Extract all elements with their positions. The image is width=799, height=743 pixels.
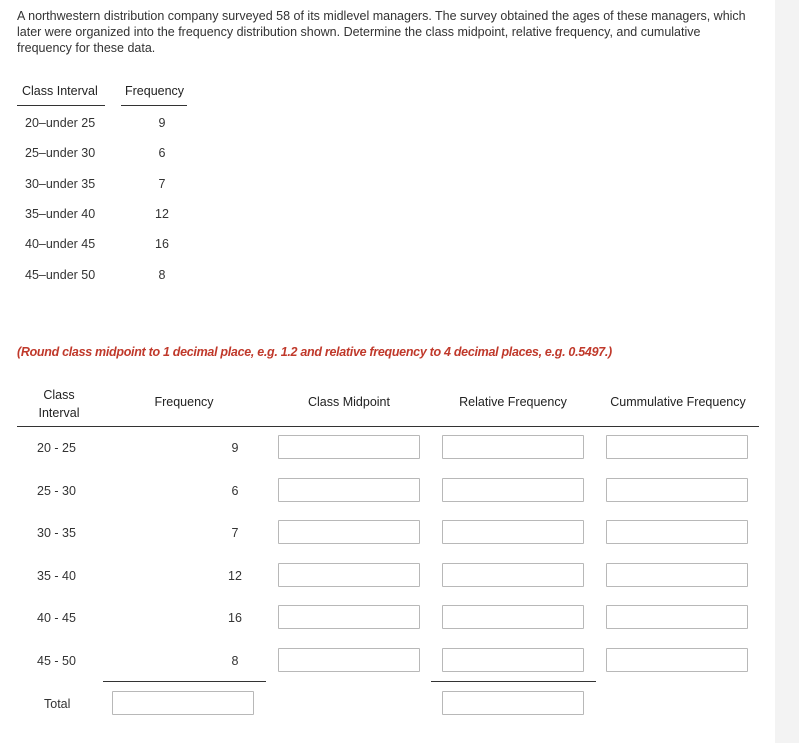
cumulative-frequency-input[interactable] (606, 605, 748, 629)
table-row-frequency: 6 (158, 146, 166, 160)
class-midpoint-input[interactable] (278, 563, 420, 587)
table-row-frequency: 9 (158, 116, 166, 130)
cumulative-frequency-input[interactable] (606, 563, 748, 587)
table-row-frequency: 16 (155, 237, 169, 251)
table-row-interval: 30–under 35 (25, 177, 96, 191)
table-row-interval: 35 - 40 (37, 569, 76, 583)
class-midpoint-input[interactable] (278, 520, 420, 544)
class-interval-header: Class Interval (22, 84, 98, 98)
table-row-frequency: 6 (231, 484, 239, 498)
relative-frequency-input[interactable] (442, 563, 584, 587)
relative-total-rule (431, 681, 596, 682)
table-row-interval: 25 - 30 (37, 484, 76, 498)
relative-frequency-input[interactable] (442, 520, 584, 544)
header-underline (17, 105, 105, 106)
relative-frequency-input[interactable] (442, 648, 584, 672)
class-midpoint-header: Class Midpoint (308, 395, 390, 409)
frequency-total-input[interactable] (112, 691, 254, 715)
class-midpoint-input[interactable] (278, 478, 420, 502)
relative-frequency-header: Relative Frequency (459, 395, 567, 409)
frequency-header: Frequency (125, 84, 185, 98)
table-row-interval: 20 - 25 (37, 441, 76, 455)
table-row-frequency: 7 (158, 177, 166, 191)
table-row-frequency: 16 (228, 611, 242, 625)
table-row-frequency: 9 (231, 441, 239, 455)
table-row-frequency: 12 (155, 207, 169, 221)
class-midpoint-input[interactable] (278, 605, 420, 629)
frequency-header: Frequency (154, 395, 214, 409)
table-row-interval: 40–under 45 (25, 237, 96, 251)
table-row-interval: 45–under 50 (25, 268, 96, 282)
class-midpoint-input[interactable] (278, 435, 420, 459)
header-underline (121, 105, 187, 106)
cumulative-frequency-input[interactable] (606, 478, 748, 502)
cumulative-frequency-input[interactable] (606, 520, 748, 544)
class-interval-header (30, 386, 88, 422)
table-row-frequency: 8 (231, 654, 239, 668)
table-row-frequency: 7 (231, 526, 239, 540)
class-interval-header-line1: Class (43, 388, 75, 402)
relative-frequency-input[interactable] (442, 605, 584, 629)
total-label: Total (44, 697, 71, 711)
cumulative-frequency-input[interactable] (606, 435, 748, 459)
table-row-frequency: 12 (228, 569, 242, 583)
table-row-interval: 45 - 50 (37, 654, 76, 668)
cumulative-frequency-input[interactable] (606, 648, 748, 672)
table-row-interval: 30 - 35 (37, 526, 76, 540)
table-row-frequency: 8 (158, 268, 166, 282)
relative-frequency-input[interactable] (442, 435, 584, 459)
relative-frequency-total-input[interactable] (442, 691, 584, 715)
header-divider (17, 426, 759, 427)
question-text: A northwestern distribution company surveyed 58 of its midlevel managers. The survey obtained the ages of these managers, which later were organized into the frequency distribution shown. Determine the class midpoint, relative frequency, and cumulative frequency for these data. (17, 9, 746, 55)
table-row-interval: 40 - 45 (37, 611, 76, 625)
table-row-interval: 35–under 40 (25, 207, 96, 221)
rounding-instructions: (Round class midpoint to 1 decimal place, e.g. 1.2 and relative frequency to 4 decimal places, e.g. 0.5497.) (17, 345, 612, 359)
frequency-total-rule (103, 681, 266, 682)
relative-frequency-input[interactable] (442, 478, 584, 502)
table-row-interval: 25–under 30 (25, 146, 96, 160)
class-midpoint-input[interactable] (278, 648, 420, 672)
table-row-interval: 20–under 25 (25, 116, 96, 130)
cumulative-frequency-header: Cummulative Frequency (610, 395, 746, 409)
page-gutter (775, 0, 799, 743)
class-interval-header-line2: Interval (38, 406, 80, 420)
